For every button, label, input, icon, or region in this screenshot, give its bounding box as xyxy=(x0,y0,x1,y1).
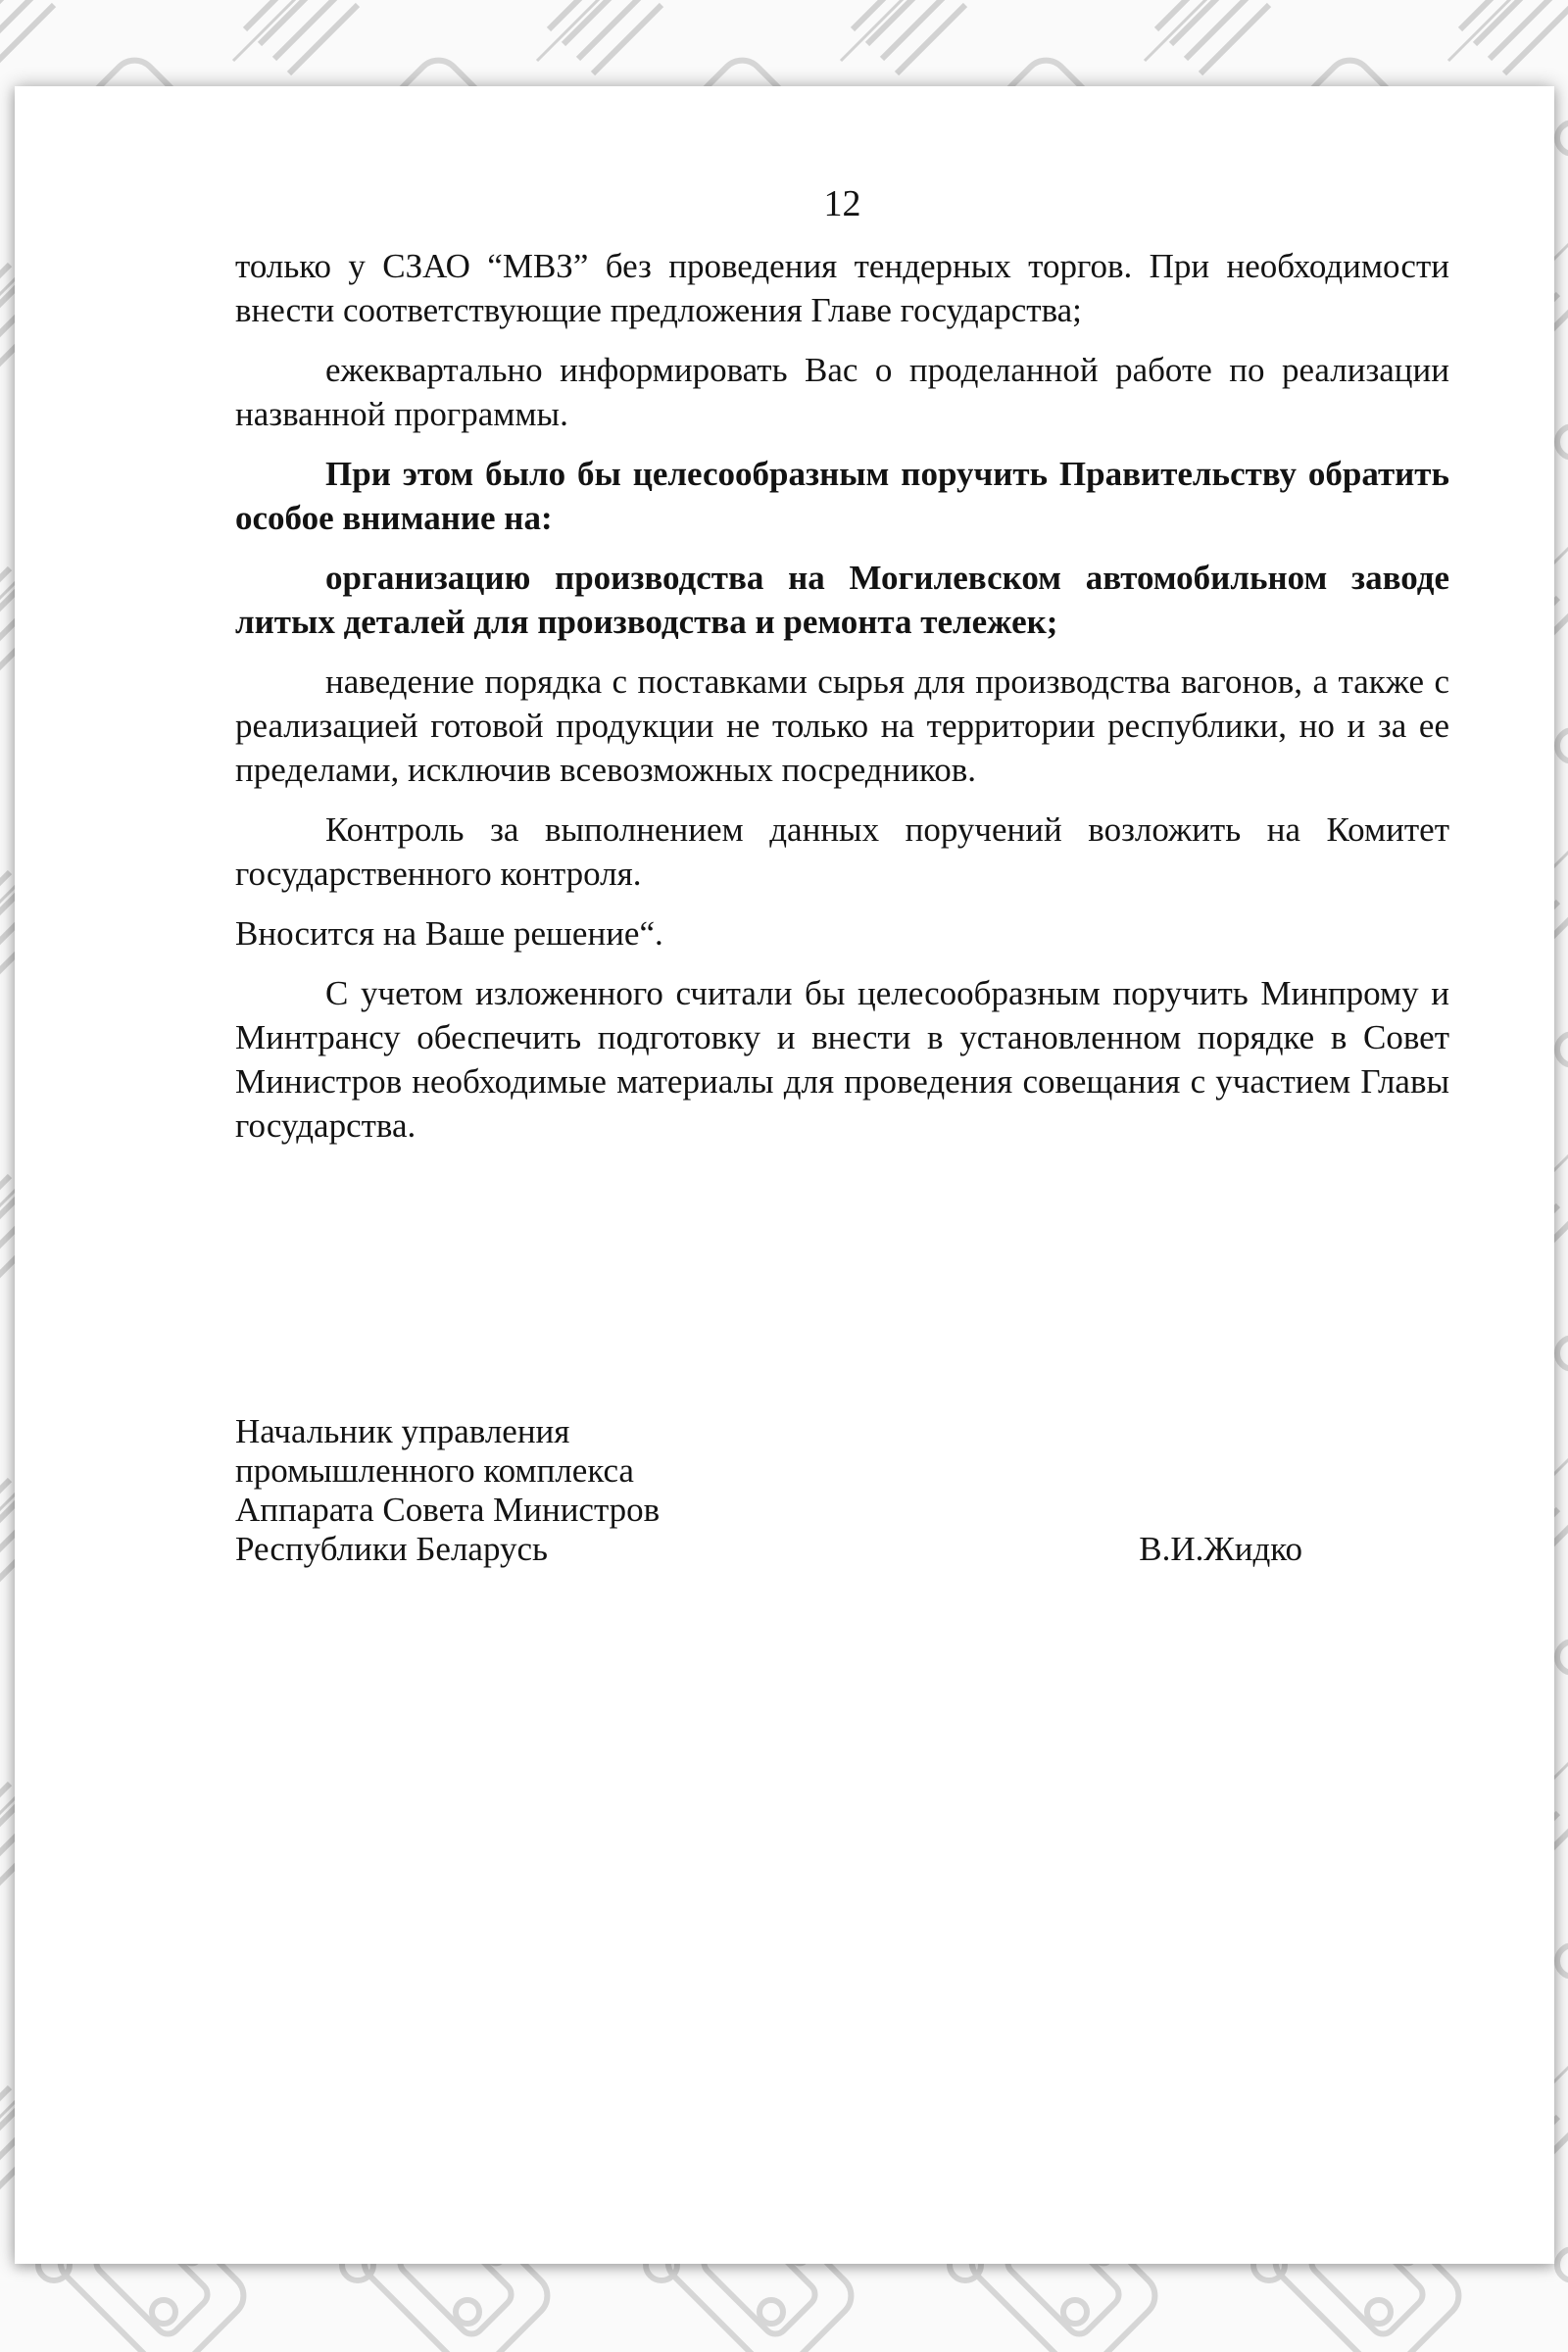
signature-title-line-3: Аппарата Совета Министров xyxy=(235,1491,661,1529)
signature-title-line-4: Республики Беларусь xyxy=(235,1530,548,1568)
paragraph-mogilev-plant: организацию производства на Могилевском автомобильном заводе литых деталей для производства и ремонта тележек; xyxy=(235,559,1449,641)
document-page xyxy=(15,86,1554,2264)
paragraph-submitted-for-decision: Вносится на Ваше решение“. xyxy=(235,914,663,953)
document-content xyxy=(15,86,1554,1569)
page-number: 12 xyxy=(823,183,861,224)
signature-title-line-1: Начальник управления xyxy=(235,1412,570,1450)
paragraph-control-committee: Контроль за выполнением данных поручений возложить на Комитет государственного контроля. xyxy=(235,810,1449,893)
signature-block xyxy=(235,1412,1449,1569)
signature-name: В.И.Жидко xyxy=(1139,1530,1302,1568)
signature-title xyxy=(235,1412,660,1569)
signature-title-line-2: промышленного комплекса xyxy=(235,1451,634,1490)
paragraph-continuation: только у СЗАО “МВЗ” без проведения тендерных торгов. При необходимости внести соответствующие предложения Главе государства; xyxy=(235,247,1449,329)
paragraph-quarterly-report: ежеквартально информировать Вас о проделанной работе по реализации названной программы. xyxy=(235,351,1449,433)
paragraph-government-instruction: При этом было бы целесообразным поручить Правительству обратить особое внимание на: xyxy=(235,455,1449,537)
paragraph-raw-materials: наведение порядка с поставками сырья для производства вагонов, а также с реализацией готовой продукции не только на территории республики, но и за ее пределами, исключив всевозможных посредников. xyxy=(235,662,1449,789)
paragraph-conclusion: С учетом изложенного считали бы целесообразным поручить Минпрому и Минтрансу обеспечить подготовку и внести в установленном порядке в Совет Министров необходимые материалы для проведения совещания с участием Главы государства. xyxy=(235,974,1449,1145)
